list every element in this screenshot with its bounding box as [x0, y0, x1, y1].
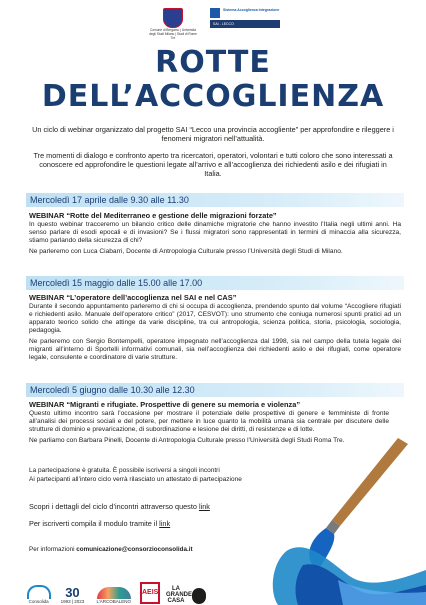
figure-icon — [192, 588, 206, 604]
sai-logo — [210, 8, 280, 28]
crest-logo — [149, 8, 197, 40]
participation-info — [29, 466, 279, 484]
event-heading: WEBINAR “L’operatore dell’accoglienza nel SAI e nel CAS” — [29, 293, 237, 302]
details-link[interactable]: link — [198, 502, 210, 511]
participation-line-2: Ai partecipanti all’intero ciclo verrà rilasciato un attestato di partecipazione — [29, 476, 242, 483]
figure-logo — [192, 588, 206, 604]
event-body: In questo webinar tracceremo un bilancio critico delle dinamiche migratorie che hanno investito l’Italia negli ultimi anni. Ha senso parlare di esodi epocali e di invasioni? Se i flussi migratori sono rappresentati in termini di minaccia alla sicurezza, stiamo parlando della sicurezza di chi? — [29, 221, 401, 244]
participation-line-1: La partecipazione è gratuita. È possibile iscriversi a singoli incontri — [29, 467, 220, 474]
event-date-band — [26, 193, 404, 207]
paintbrush-illustration — [248, 430, 426, 605]
details-text: Scopri i dettagli del ciclo d’incontri attraverso questo — [29, 502, 197, 511]
event-date: Mercoledì 5 giugno dalle 10.30 alle 12.30 — [30, 385, 195, 395]
event-heading: WEBINAR “Migranti e rifugiate. Prospettive di genere su memoria e violenza” — [29, 400, 301, 409]
consolida-logo: Consolida — [26, 585, 51, 604]
event-body: Questo ultimo incontro sarà l’occasione per mostrare il potenziale delle prospettive di genere e femministe di fronte all’analisi dei processi sociali e del potere, per mettere in luce quanto la mobilità umana sia centrale per discutere delle strutture di dominio e prevaricazione, di subordinazione e lesione dei diritti, di resistenze e di lotte. — [29, 410, 389, 433]
brush-handle — [332, 438, 408, 526]
event-date: Mercoledì 15 maggio dalle 15.00 alle 17.00 — [30, 278, 203, 288]
header-logos — [0, 6, 426, 46]
contact-label: Per informazioni — [29, 546, 75, 553]
event-date-band — [26, 276, 404, 290]
crest-text: Comune di Bergamo | Università degli Studi Milano | Studi di Rome Tre — [149, 28, 197, 40]
page-title-line1: ROTTE — [155, 45, 271, 80]
register-link[interactable]: link — [159, 519, 171, 528]
footer-logos — [26, 564, 206, 604]
event-date-band — [26, 383, 404, 397]
event-body: Durante il secondo appuntamento parleremo di chi si occupa di accoglienza, prendendo spunto dal volume “Accogliere rifugiati e richiedenti asilo. Manuale dell’operatore critico” (2017, CESVOT): uno strumento che coniuga numerosi spunti pratici ad un apparato teorico solido che attinge da varie discipline, tra cui antropologia, scienza politica, storia, psicologia, sociologia, pedagogia. — [29, 303, 401, 334]
event-speaker: Ne parliamo con Barbara Pinelli, Docente di Antropologia Culturale presso l’Università degli Studi Roma Tre. — [29, 437, 345, 444]
arcobaleno-logo: L’ARCOBALENO — [94, 587, 134, 604]
aeis-logo: AEIS — [140, 582, 160, 604]
anniversary-logo: 30 1993 | 2023 — [60, 585, 85, 604]
event-block — [29, 293, 401, 365]
grande-casa-logo: LA GRANDE CASA — [166, 586, 193, 604]
event-heading: WEBINAR “Rotte del Mediterraneo e gestione delle migrazioni forzate” — [29, 211, 277, 220]
event-block — [29, 211, 401, 259]
contact-email[interactable]: comunicazione@consorzioconsolida.it — [76, 546, 193, 553]
sai-title: Sistema Accoglienza Integrazione — [223, 8, 280, 12]
intro-paragraph-2: Tre momenti di dialogo e confronto aperto tra ricercatori, operatori, volontari e tutti coloro che sono interessati a conoscere ed approfondire le questioni legate all’arrivo e all’accoglienza dei richiedenti asilo e dei rifugiati in Italia. — [33, 151, 393, 178]
register-text: Per iscriverti compila il modulo tramite il — [29, 519, 158, 528]
event-speaker: Ne parleremo con Sergio Bontempelli, operatore impegnato nell’accoglienza dal 1998, sia nel campo della tutela legale dei migranti all’interno di Sportelli informativi comunali, sia nell’accoglienza dei richiedenti asilo e dei rifugiati, come operatore legale, consulente e coordinatore di varie strutture. — [29, 338, 401, 361]
event-date: Mercoledì 17 aprile dalle 9.30 alle 11.30 — [30, 195, 189, 205]
event-speaker: Ne parleremo con Luca Ciabarri, Docente di Antropologia Culturale presso l’Università degli Studi di Milano. — [29, 248, 343, 255]
intro-paragraph-1: Un ciclo di webinar organizzato dal progetto SAI “Lecco una provincia accogliente” per approfondire e rileggere i fenomeni migratori nell’attualità. — [32, 125, 394, 143]
page-title-line2: DELL’ACCOGLIENZA — [41, 79, 385, 114]
sai-mark-icon — [210, 8, 220, 18]
sai-box: SAI - LECCO — [210, 20, 280, 28]
arc-icon — [27, 585, 51, 599]
shield-icon — [163, 8, 183, 28]
rainbow-icon — [97, 587, 131, 599]
